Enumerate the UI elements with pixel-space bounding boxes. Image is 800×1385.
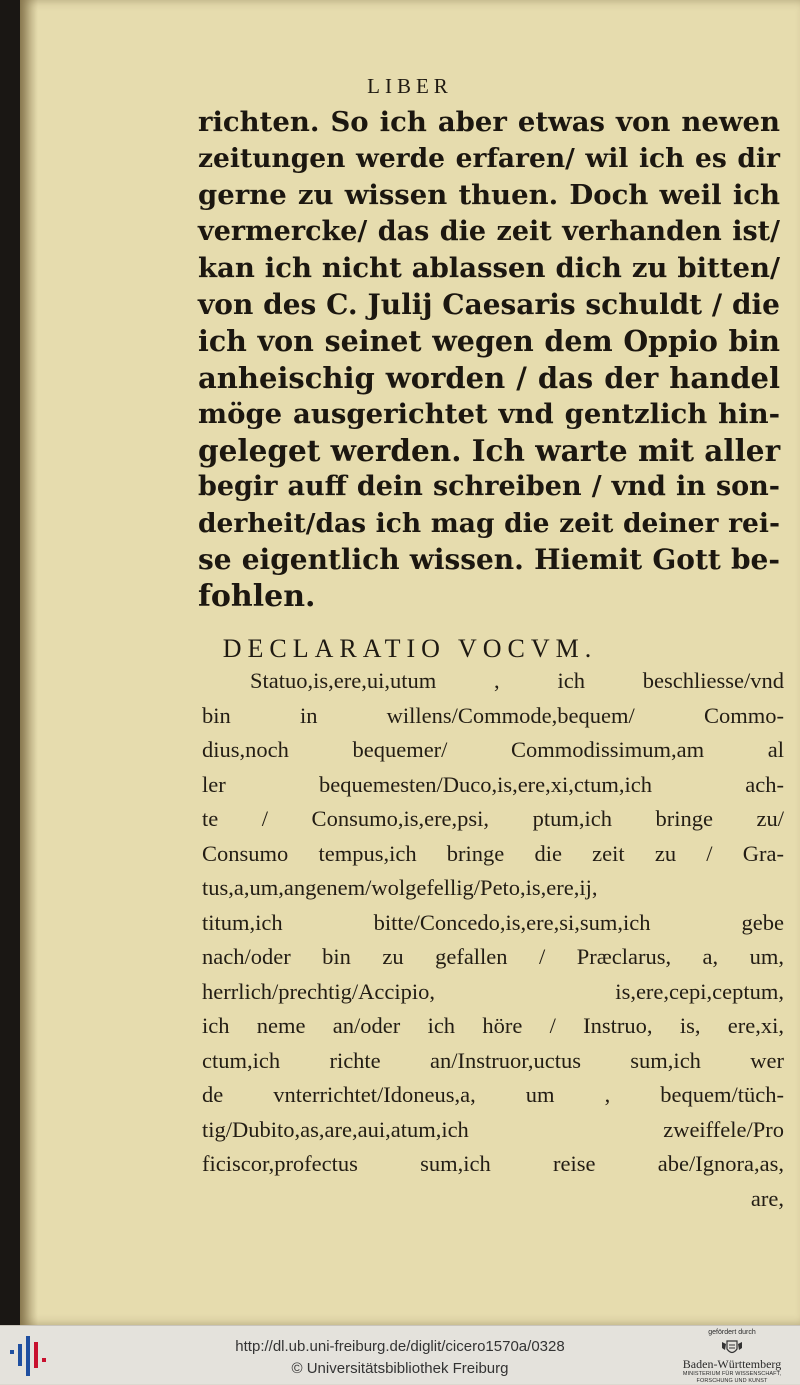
vocab-line: nach/oder bin zu gefallen / Præclarus, a, um,: [202, 944, 784, 969]
vocab-line: de vnterrichtet/Idoneus,a, um , bequem/tüch-: [202, 1082, 784, 1107]
body-line: kan ich nicht ablassen dich zu bitten/: [198, 252, 780, 284]
vocab-line: ler bequemesten/Duco,is,ere,xi,ctum,ich ach-: [202, 771, 784, 797]
vocab-line: herrlich/prechtig/Accipio, is,ere,cepi,ceptum,: [202, 978, 784, 1004]
vocab-line: tig/Dubito,as,are,aui,atum,ich zweiffele/Pro: [202, 1116, 784, 1142]
body-line: zeitungen werde erfaren/ wil ich es dir: [198, 142, 780, 174]
vocab-line: te / Consumo,is,ere,psi, ptum,ich bringe zu/: [202, 806, 784, 831]
body-line: geleget werden. Ich warte mit aller: [198, 432, 781, 468]
body-line: richten. So ich aber etwas von newen: [198, 106, 780, 138]
vocab-line: tus,a,um,angenem/wolgefellig/Peto,is,ere,ij,: [202, 875, 598, 900]
vocab-line: ficiscor,profectus sum,ich reise abe/Ignora,as,: [202, 1151, 784, 1176]
body-line: ich von seinet wegen dem Oppio bin: [198, 324, 780, 358]
book-page: [20, 0, 800, 1325]
body-line: derheit/das ich mag die zeit deiner rei-: [198, 507, 780, 539]
vocab-line: ctum,ich richte an/Instruor,uctus sum,ich wer: [202, 1047, 784, 1073]
catchword: are,: [750, 1185, 784, 1211]
body-line: fohlen.: [198, 578, 316, 614]
sponsor-ministry: MINISTERIUM FÜR WISSENSCHAFT, FORSCHUNG UND KUNST: [682, 1371, 782, 1384]
viewer-footer: [0, 1325, 800, 1384]
sponsor-label: gefördert durch: [708, 1329, 756, 1336]
copyright-notice: © Universitätsbibliothek Freiburg: [291, 1360, 509, 1377]
body-line: anheischig worden / das der handel: [198, 360, 780, 395]
vocab-line: Statuo,is,ere,ui,utum , ich beschliesse/vnd: [250, 668, 784, 693]
body-line: vermercke/ das die zeit verhanden ist/: [198, 215, 780, 247]
body-line: gerne zu wissen thuen. Doch weil ich: [198, 179, 780, 211]
vocab-line: titum,ich bitte/Concedo,is,ere,si,sum,ich gebe: [202, 909, 784, 935]
permalink-url[interactable]: http://dl.ub.uni-freiburg.de/diglit/cicero1570a/0328: [235, 1338, 565, 1355]
body-line: möge ausgerichtet vnd gentzlich hin-: [198, 398, 780, 430]
body-line: se eigentlich wissen. Hiemit Gott be-: [198, 543, 780, 576]
coat-of-arms-icon: [719, 1338, 745, 1358]
vocab-line: ich neme an/oder ich höre / Instruo, is, ere,xi,: [202, 1013, 784, 1038]
sponsor-name: Baden-Württemberg: [682, 1357, 782, 1371]
vocab-line: dius,noch bequemer/ Commodissimum,am al: [202, 737, 784, 762]
body-line: von des C. Julij Caesaris schuldt / die: [198, 287, 780, 321]
sponsor-block: [668, 1328, 796, 1385]
vocab-line: Consumo tempus,ich bringe die zeit zu / Gra-: [202, 840, 784, 866]
vocab-line: bin in willens/Commode,bequem/ Commo-: [202, 702, 784, 728]
vocabulary-list: [202, 664, 784, 1216]
letter-body: [198, 104, 780, 615]
section-heading: DECLARATIO VOCVM.: [222, 634, 598, 663]
running-head: LIBER: [367, 74, 453, 98]
body-line: begir auff dein schreiben / vnd in son-: [198, 471, 780, 502]
